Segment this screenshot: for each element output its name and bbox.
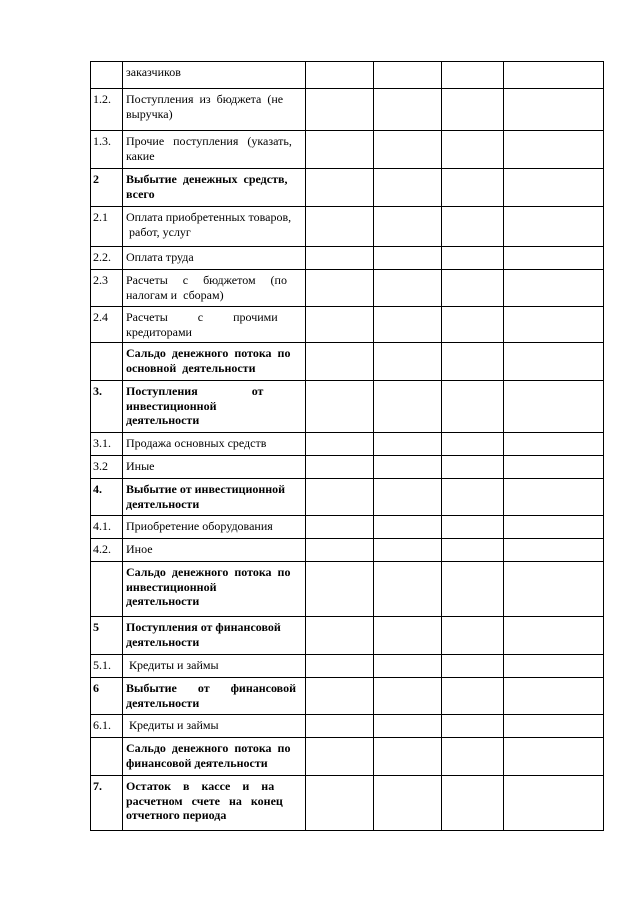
description-line: кредиторами: [126, 324, 192, 339]
table-row: [91, 738, 604, 776]
row-number: 5.1.: [91, 655, 123, 678]
row-description: [123, 207, 306, 247]
table-row: [91, 678, 604, 715]
row-number: 1.2.: [91, 89, 123, 131]
value-cell: [442, 776, 504, 831]
value-cell: [504, 479, 604, 516]
value-cell: [504, 131, 604, 169]
description-line: Сальдо денежного потока по: [126, 346, 291, 360]
value-cell: [306, 539, 374, 562]
value-cell: [306, 247, 374, 270]
description-line: деятельности: [126, 634, 200, 649]
value-cell: [442, 617, 504, 655]
value-cell: [504, 562, 604, 617]
description-line: налогам и сборам): [126, 287, 224, 302]
table-row: [91, 479, 604, 516]
value-cell: [504, 433, 604, 456]
row-description: [123, 169, 306, 207]
value-cell: [504, 539, 604, 562]
value-cell: [504, 381, 604, 433]
table-body: [91, 62, 604, 831]
value-cell: [306, 62, 374, 89]
row-description: [123, 456, 306, 479]
table-row: [91, 131, 604, 169]
value-cell: [374, 617, 442, 655]
value-cell: [442, 131, 504, 169]
row-description: [123, 655, 306, 678]
description-line: Сальдо денежного потока по: [126, 565, 291, 579]
table-row: [91, 655, 604, 678]
row-description: [123, 433, 306, 456]
value-cell: [442, 169, 504, 207]
value-cell: [306, 715, 374, 738]
row-number: 3.: [91, 381, 123, 433]
value-cell: [442, 381, 504, 433]
value-cell: [374, 270, 442, 307]
value-cell: [442, 62, 504, 89]
description-line: Выбытие от финансовой: [126, 681, 296, 695]
row-number: 4.: [91, 479, 123, 516]
table-row: [91, 715, 604, 738]
value-cell: [442, 247, 504, 270]
table-row: [91, 433, 604, 456]
value-cell: [504, 307, 604, 343]
value-cell: [306, 307, 374, 343]
row-number: 3.1.: [91, 433, 123, 456]
table-row: [91, 207, 604, 247]
table-row: [91, 456, 604, 479]
value-cell: [442, 89, 504, 131]
description-line: работ, услуг: [126, 224, 191, 239]
row-number: 2.3: [91, 270, 123, 307]
description-line: Кредиты и займы: [126, 718, 219, 732]
description-line: Кредиты и займы: [126, 658, 219, 672]
value-cell: [442, 738, 504, 776]
description-line: Расчеты с бюджетом (по: [126, 273, 287, 287]
value-cell: [374, 207, 442, 247]
value-cell: [306, 207, 374, 247]
value-cell: [504, 89, 604, 131]
description-line: деятельности: [126, 413, 200, 427]
description-line: Иные: [126, 459, 155, 473]
description-line: какие: [126, 148, 155, 163]
value-cell: [374, 169, 442, 207]
table-row: [91, 617, 604, 655]
value-cell: [374, 247, 442, 270]
table-row: [91, 343, 604, 381]
value-cell: [442, 715, 504, 738]
row-number: 2.4: [91, 307, 123, 343]
value-cell: [442, 207, 504, 247]
row-number: 4.1.: [91, 516, 123, 539]
value-cell: [442, 343, 504, 381]
description-line: Оплата приобретенных товаров,: [126, 210, 292, 224]
value-cell: [374, 738, 442, 776]
description-line: основной деятельности: [126, 360, 256, 375]
row-description: [123, 131, 306, 169]
value-cell: [374, 479, 442, 516]
description-line: выручка): [126, 106, 173, 121]
description-line: Поступления из бюджета (не: [126, 92, 284, 106]
value-cell: [442, 516, 504, 539]
description-line: деятельности: [126, 496, 200, 511]
table-row: [91, 381, 604, 433]
value-cell: [504, 456, 604, 479]
row-description: [123, 617, 306, 655]
row-description: [123, 678, 306, 715]
cash-flow-table: [90, 61, 604, 831]
table-row: [91, 169, 604, 207]
value-cell: [504, 617, 604, 655]
description-line: деятельности: [126, 594, 200, 608]
description-line: заказчиков: [126, 65, 181, 79]
value-cell: [504, 516, 604, 539]
value-cell: [504, 678, 604, 715]
row-description: [123, 715, 306, 738]
row-number: 6: [91, 678, 123, 715]
value-cell: [442, 562, 504, 617]
row-number: 2.2.: [91, 247, 123, 270]
description-line: Продажа основных средств: [126, 436, 267, 450]
row-number: 5: [91, 617, 123, 655]
value-cell: [306, 655, 374, 678]
description-line: деятельности: [126, 695, 200, 710]
description-line: Оплата труда: [126, 250, 194, 264]
description-line: Остаток в кассе и на: [126, 779, 275, 793]
value-cell: [306, 776, 374, 831]
value-cell: [306, 678, 374, 715]
value-cell: [306, 169, 374, 207]
row-number: 4.2.: [91, 539, 123, 562]
row-description: [123, 479, 306, 516]
table-row: [91, 247, 604, 270]
value-cell: [306, 433, 374, 456]
row-number: [91, 62, 123, 89]
value-cell: [442, 456, 504, 479]
table-row: [91, 539, 604, 562]
table-row: [91, 776, 604, 831]
row-description: [123, 738, 306, 776]
description-line: всего: [126, 186, 155, 201]
value-cell: [306, 131, 374, 169]
value-cell: [442, 539, 504, 562]
description-line: Выбытие денежных средств,: [126, 172, 288, 186]
row-description: [123, 62, 306, 89]
description-line: Иное: [126, 542, 153, 556]
value-cell: [306, 381, 374, 433]
description-line: Приобретение оборудования: [126, 519, 273, 533]
description-line: Выбытие от инвестиционной: [126, 482, 286, 496]
value-cell: [374, 516, 442, 539]
row-number: 6.1.: [91, 715, 123, 738]
value-cell: [374, 562, 442, 617]
row-number: 2: [91, 169, 123, 207]
value-cell: [306, 562, 374, 617]
value-cell: [374, 539, 442, 562]
row-number: 2.1: [91, 207, 123, 247]
value-cell: [504, 247, 604, 270]
value-cell: [504, 776, 604, 831]
value-cell: [374, 343, 442, 381]
value-cell: [374, 433, 442, 456]
value-cell: [374, 715, 442, 738]
value-cell: [306, 89, 374, 131]
value-cell: [306, 343, 374, 381]
row-number: [91, 738, 123, 776]
description-line: Расчеты с прочими: [126, 310, 278, 324]
value-cell: [374, 131, 442, 169]
value-cell: [374, 678, 442, 715]
row-description: [123, 516, 306, 539]
table-row: [91, 89, 604, 131]
row-number: 1.3.: [91, 131, 123, 169]
row-description: [123, 270, 306, 307]
value-cell: [442, 678, 504, 715]
value-cell: [374, 776, 442, 831]
value-cell: [504, 207, 604, 247]
value-cell: [306, 516, 374, 539]
value-cell: [442, 655, 504, 678]
value-cell: [306, 456, 374, 479]
description-line: инвестиционной: [126, 579, 217, 594]
value-cell: [504, 169, 604, 207]
value-cell: [374, 62, 442, 89]
table-row: [91, 562, 604, 617]
row-description: [123, 89, 306, 131]
description-line: Сальдо денежного потока по: [126, 741, 291, 755]
description-line: Поступления от финансовой: [126, 620, 281, 634]
table-row: [91, 270, 604, 307]
row-description: [123, 776, 306, 831]
value-cell: [504, 62, 604, 89]
value-cell: [442, 433, 504, 456]
table-row: [91, 307, 604, 343]
description-line: инвестиционной: [126, 398, 217, 413]
description-line: отчетного периода: [126, 808, 227, 822]
value-cell: [442, 479, 504, 516]
row-number: 7.: [91, 776, 123, 831]
value-cell: [306, 479, 374, 516]
value-cell: [306, 617, 374, 655]
row-description: [123, 247, 306, 270]
value-cell: [374, 456, 442, 479]
row-description: [123, 381, 306, 433]
value-cell: [374, 655, 442, 678]
description-line: расчетном счете на конец: [126, 793, 283, 808]
value-cell: [504, 343, 604, 381]
row-number: [91, 343, 123, 381]
value-cell: [442, 270, 504, 307]
description-line: финансовой деятельности: [126, 755, 268, 770]
value-cell: [374, 307, 442, 343]
row-number: [91, 562, 123, 617]
value-cell: [442, 307, 504, 343]
row-description: [123, 539, 306, 562]
table-row: [91, 516, 604, 539]
description-line: Поступления от: [126, 384, 264, 398]
value-cell: [504, 655, 604, 678]
value-cell: [306, 270, 374, 307]
description-line: Прочие поступления (указать,: [126, 134, 292, 148]
value-cell: [504, 270, 604, 307]
table-row: [91, 62, 604, 89]
row-description: [123, 562, 306, 617]
value-cell: [306, 738, 374, 776]
value-cell: [374, 89, 442, 131]
row-description: [123, 307, 306, 343]
value-cell: [504, 715, 604, 738]
value-cell: [504, 738, 604, 776]
value-cell: [374, 381, 442, 433]
row-description: [123, 343, 306, 381]
row-number: 3.2: [91, 456, 123, 479]
